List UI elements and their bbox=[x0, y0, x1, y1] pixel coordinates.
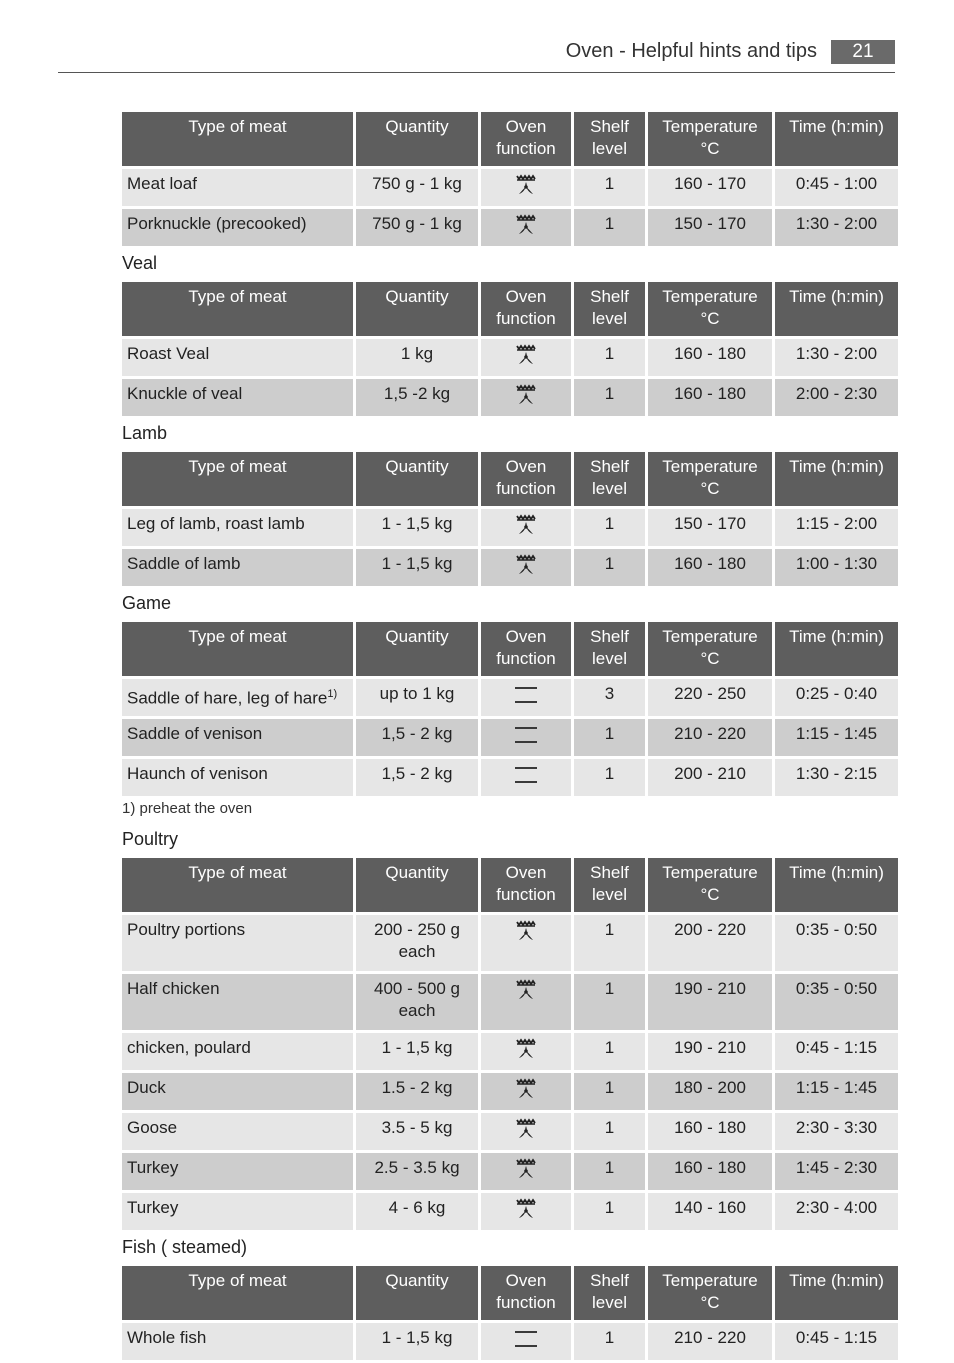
temperature-cell: 160 - 180 bbox=[648, 549, 772, 586]
column-header: Quantity bbox=[356, 452, 478, 506]
meat-type-cell bbox=[122, 974, 353, 1030]
temperature-cell: 200 - 220 bbox=[648, 915, 772, 971]
oven-function-cell bbox=[481, 1033, 571, 1070]
meat-type-label: Whole fish bbox=[127, 1328, 207, 1347]
shelf-level-cell: 1 bbox=[574, 1153, 645, 1190]
meat-type-cell bbox=[122, 1113, 353, 1150]
time-cell: 1:45 - 2:30 bbox=[775, 1153, 898, 1190]
temperature-cell: 200 - 210 bbox=[648, 759, 772, 796]
section-title: Veal bbox=[122, 253, 158, 273]
quantity-cell: 200 - 250 g each bbox=[356, 915, 478, 971]
column-header: Oven function bbox=[481, 282, 571, 336]
table-row bbox=[122, 1323, 898, 1360]
grill-fan-icon bbox=[513, 919, 539, 943]
meat-type-label: chicken, poulard bbox=[127, 1038, 251, 1057]
oven-function-cell bbox=[481, 1153, 571, 1190]
shelf-level-cell: 1 bbox=[574, 169, 645, 206]
section-title: Poultry bbox=[122, 829, 179, 849]
time-cell: 2:00 - 2:30 bbox=[775, 379, 898, 416]
shelf-level-cell: 1 bbox=[574, 719, 645, 756]
time-cell: 2:30 - 3:30 bbox=[775, 1113, 898, 1150]
time-cell: 0:45 - 1:15 bbox=[775, 1323, 898, 1360]
shelf-level-cell: 1 bbox=[574, 339, 645, 376]
quantity-cell: 400 - 500 g each bbox=[356, 974, 478, 1030]
time-cell: 1:30 - 2:00 bbox=[775, 209, 898, 246]
time-cell: 1:15 - 1:45 bbox=[775, 719, 898, 756]
column-header: Oven function bbox=[481, 622, 571, 676]
meat-type-label: Porknuckle (precooked) bbox=[127, 214, 307, 233]
oven-function-cell bbox=[481, 759, 571, 796]
table-row bbox=[122, 1153, 898, 1190]
column-header: Temperature °C bbox=[648, 112, 772, 166]
meat-type-cell bbox=[122, 719, 353, 756]
grill-fan-icon bbox=[513, 1157, 539, 1181]
quantity-cell: 1,5 - 2 kg bbox=[356, 719, 478, 756]
column-header: Type of meat bbox=[122, 452, 353, 506]
grill-fan-icon bbox=[513, 213, 539, 237]
time-cell: 1:15 - 1:45 bbox=[775, 1073, 898, 1110]
quantity-cell: up to 1 kg bbox=[356, 679, 478, 716]
oven-function-cell bbox=[481, 915, 571, 971]
shelf-level-cell: 1 bbox=[574, 1113, 645, 1150]
table-row bbox=[122, 974, 898, 1030]
table-row bbox=[122, 719, 898, 756]
header-title: Oven - Helpful hints and tips bbox=[565, 40, 817, 62]
column-header: Type of meat bbox=[122, 622, 353, 676]
temperature-cell: 210 - 220 bbox=[648, 1323, 772, 1360]
table-row bbox=[122, 1113, 898, 1150]
meat-type-cell bbox=[122, 1033, 353, 1070]
table-row bbox=[122, 379, 898, 416]
column-header: Type of meat bbox=[122, 282, 353, 336]
temperature-cell: 160 - 170 bbox=[648, 169, 772, 206]
column-header: Type of meat bbox=[122, 858, 353, 912]
temperature-cell: 210 - 220 bbox=[648, 719, 772, 756]
column-header: Time (h:min) bbox=[775, 1266, 898, 1320]
column-header: Temperature °C bbox=[648, 282, 772, 336]
section-title: Lamb bbox=[122, 423, 168, 443]
column-header: Oven function bbox=[481, 452, 571, 506]
shelf-level-cell: 1 bbox=[574, 915, 645, 971]
time-cell: 1:30 - 2:00 bbox=[775, 339, 898, 376]
quantity-cell: 1,5 -2 kg bbox=[356, 379, 478, 416]
grill-fan-icon bbox=[513, 1037, 539, 1061]
table-header-row bbox=[122, 858, 898, 912]
quantity-cell: 750 g - 1 kg bbox=[356, 209, 478, 246]
meat-type-cell bbox=[122, 549, 353, 586]
roasting-table bbox=[119, 855, 901, 1233]
roasting-tables bbox=[122, 112, 895, 1360]
column-header: Shelf level bbox=[574, 622, 645, 676]
column-header: Type of meat bbox=[122, 112, 353, 166]
column-header: Quantity bbox=[356, 282, 478, 336]
column-header: Shelf level bbox=[574, 1266, 645, 1320]
shelf-level-cell: 1 bbox=[574, 1193, 645, 1230]
table-row bbox=[122, 1073, 898, 1110]
table-header-row bbox=[122, 1266, 898, 1320]
roasting-table bbox=[119, 279, 901, 419]
meat-type-label: Turkey bbox=[127, 1198, 179, 1217]
oven-function-cell bbox=[481, 509, 571, 546]
table-row bbox=[122, 549, 898, 586]
meat-type-label: Leg of lamb, roast lamb bbox=[127, 514, 305, 533]
table-header-row bbox=[122, 452, 898, 506]
quantity-cell: 1 - 1,5 kg bbox=[356, 1033, 478, 1070]
footnote-marker: 1) bbox=[327, 688, 338, 700]
roasting-table bbox=[119, 619, 901, 799]
column-header: Time (h:min) bbox=[775, 858, 898, 912]
quantity-cell: 2.5 - 3.5 kg bbox=[356, 1153, 478, 1190]
column-header: Time (h:min) bbox=[775, 282, 898, 336]
grill-fan-icon bbox=[513, 513, 539, 537]
column-header: Shelf level bbox=[574, 858, 645, 912]
oven-function-cell bbox=[481, 1323, 571, 1360]
table-row bbox=[122, 679, 898, 716]
section-title: Game bbox=[122, 593, 172, 613]
table-row bbox=[122, 1033, 898, 1070]
oven-function-cell bbox=[481, 169, 571, 206]
quantity-cell: 1.5 - 2 kg bbox=[356, 1073, 478, 1110]
temperature-cell: 160 - 180 bbox=[648, 1113, 772, 1150]
page-header bbox=[58, 36, 895, 73]
temperature-cell: 160 - 180 bbox=[648, 1153, 772, 1190]
meat-type-cell bbox=[122, 339, 353, 376]
oven-function-cell bbox=[481, 679, 571, 716]
roasting-table bbox=[119, 1263, 901, 1363]
column-header: Shelf level bbox=[574, 282, 645, 336]
column-header: Oven function bbox=[481, 1266, 571, 1320]
conventional-heat-icon bbox=[513, 763, 539, 787]
time-cell: 0:35 - 0:50 bbox=[775, 915, 898, 971]
shelf-level-cell: 1 bbox=[574, 549, 645, 586]
meat-type-label: Turkey bbox=[127, 1158, 179, 1177]
column-header: Time (h:min) bbox=[775, 452, 898, 506]
column-header: Temperature °C bbox=[648, 1266, 772, 1320]
oven-function-cell bbox=[481, 1193, 571, 1230]
temperature-cell: 150 - 170 bbox=[648, 209, 772, 246]
time-cell: 0:35 - 0:50 bbox=[775, 974, 898, 1030]
meat-type-label: Saddle of lamb bbox=[127, 554, 241, 573]
column-header: Time (h:min) bbox=[775, 112, 898, 166]
conventional-heat-icon bbox=[513, 1327, 539, 1351]
grill-fan-icon bbox=[513, 1197, 539, 1221]
table-header-row bbox=[122, 112, 898, 166]
temperature-cell: 190 - 210 bbox=[648, 974, 772, 1030]
grill-fan-icon bbox=[513, 978, 539, 1002]
roasting-table bbox=[119, 109, 901, 249]
footnote: 1) preheat the oven bbox=[122, 800, 253, 817]
column-header: Quantity bbox=[356, 1266, 478, 1320]
column-header: Time (h:min) bbox=[775, 622, 898, 676]
page-number: 21 bbox=[831, 40, 895, 64]
meat-type-label: Meat loaf bbox=[127, 174, 197, 193]
meat-type-cell bbox=[122, 1153, 353, 1190]
column-header: Shelf level bbox=[574, 452, 645, 506]
quantity-cell: 1,5 - 2 kg bbox=[356, 759, 478, 796]
temperature-cell: 150 - 170 bbox=[648, 509, 772, 546]
oven-function-cell bbox=[481, 1113, 571, 1150]
quantity-cell: 4 - 6 kg bbox=[356, 1193, 478, 1230]
quantity-cell: 3.5 - 5 kg bbox=[356, 1113, 478, 1150]
shelf-level-cell: 1 bbox=[574, 1323, 645, 1360]
table-row bbox=[122, 169, 898, 206]
column-header: Temperature °C bbox=[648, 452, 772, 506]
grill-fan-icon bbox=[513, 173, 539, 197]
table-row bbox=[122, 339, 898, 376]
quantity-cell: 1 - 1,5 kg bbox=[356, 549, 478, 586]
table-row bbox=[122, 759, 898, 796]
oven-function-cell bbox=[481, 209, 571, 246]
column-header: Quantity bbox=[356, 112, 478, 166]
time-cell: 1:00 - 1:30 bbox=[775, 549, 898, 586]
meat-type-cell bbox=[122, 1323, 353, 1360]
column-header: Temperature °C bbox=[648, 858, 772, 912]
grill-fan-icon bbox=[513, 343, 539, 367]
shelf-level-cell: 1 bbox=[574, 209, 645, 246]
meat-type-cell bbox=[122, 679, 353, 716]
quantity-cell: 750 g - 1 kg bbox=[356, 169, 478, 206]
temperature-cell: 180 - 200 bbox=[648, 1073, 772, 1110]
column-header: Quantity bbox=[356, 858, 478, 912]
column-header: Oven function bbox=[481, 858, 571, 912]
conventional-heat-icon bbox=[513, 683, 539, 707]
meat-type-cell bbox=[122, 379, 353, 416]
conventional-heat-icon bbox=[513, 723, 539, 747]
oven-function-cell bbox=[481, 339, 571, 376]
meat-type-label: Saddle of hare, leg of hare bbox=[127, 688, 328, 708]
table-header-row bbox=[122, 622, 898, 676]
grill-fan-icon bbox=[513, 383, 539, 407]
time-cell: 0:45 - 1:15 bbox=[775, 1033, 898, 1070]
meat-type-label: Duck bbox=[127, 1078, 166, 1097]
table-row bbox=[122, 1193, 898, 1230]
table-row bbox=[122, 209, 898, 246]
section-title: Fish ( steamed) bbox=[122, 1237, 248, 1257]
shelf-level-cell: 1 bbox=[574, 1073, 645, 1110]
meat-type-label: Half chicken bbox=[127, 979, 220, 998]
table-row bbox=[122, 509, 898, 546]
table-header-row bbox=[122, 282, 898, 336]
meat-type-label: Saddle of venison bbox=[127, 724, 263, 743]
grill-fan-icon bbox=[513, 1117, 539, 1141]
meat-type-cell bbox=[122, 169, 353, 206]
oven-function-cell bbox=[481, 974, 571, 1030]
time-cell: 0:45 - 1:00 bbox=[775, 169, 898, 206]
temperature-cell: 140 - 160 bbox=[648, 1193, 772, 1230]
column-header: Shelf level bbox=[574, 112, 645, 166]
quantity-cell: 1 - 1,5 kg bbox=[356, 509, 478, 546]
column-header: Temperature °C bbox=[648, 622, 772, 676]
meat-type-label: Knuckle of veal bbox=[127, 384, 243, 403]
temperature-cell: 160 - 180 bbox=[648, 339, 772, 376]
shelf-level-cell: 1 bbox=[574, 1033, 645, 1070]
meat-type-label: Poultry portions bbox=[127, 920, 246, 939]
meat-type-label: Goose bbox=[127, 1118, 178, 1137]
meat-type-cell bbox=[122, 509, 353, 546]
column-header: Type of meat bbox=[122, 1266, 353, 1320]
table-row bbox=[122, 915, 898, 971]
temperature-cell: 190 - 210 bbox=[648, 1033, 772, 1070]
time-cell: 1:15 - 2:00 bbox=[775, 509, 898, 546]
oven-function-cell bbox=[481, 719, 571, 756]
meat-type-label: Roast Veal bbox=[127, 344, 210, 363]
meat-type-cell bbox=[122, 759, 353, 796]
shelf-level-cell: 1 bbox=[574, 759, 645, 796]
time-cell: 1:30 - 2:15 bbox=[775, 759, 898, 796]
oven-function-cell bbox=[481, 549, 571, 586]
meat-type-cell bbox=[122, 915, 353, 971]
oven-function-cell bbox=[481, 1073, 571, 1110]
time-cell: 0:25 - 0:40 bbox=[775, 679, 898, 716]
roasting-table bbox=[119, 449, 901, 589]
meat-type-cell bbox=[122, 1193, 353, 1230]
shelf-level-cell: 1 bbox=[574, 509, 645, 546]
grill-fan-icon bbox=[513, 553, 539, 577]
quantity-cell: 1 kg bbox=[356, 339, 478, 376]
temperature-cell: 220 - 250 bbox=[648, 679, 772, 716]
temperature-cell: 160 - 180 bbox=[648, 379, 772, 416]
shelf-level-cell: 1 bbox=[574, 379, 645, 416]
shelf-level-cell: 1 bbox=[574, 974, 645, 1030]
column-header: Quantity bbox=[356, 622, 478, 676]
shelf-level-cell: 3 bbox=[574, 679, 645, 716]
oven-function-cell bbox=[481, 379, 571, 416]
grill-fan-icon bbox=[513, 1077, 539, 1101]
meat-type-label: Haunch of venison bbox=[127, 764, 268, 783]
meat-type-cell bbox=[122, 1073, 353, 1110]
column-header: Oven function bbox=[481, 112, 571, 166]
time-cell: 2:30 - 4:00 bbox=[775, 1193, 898, 1230]
meat-type-cell bbox=[122, 209, 353, 246]
quantity-cell: 1 - 1,5 kg bbox=[356, 1323, 478, 1360]
